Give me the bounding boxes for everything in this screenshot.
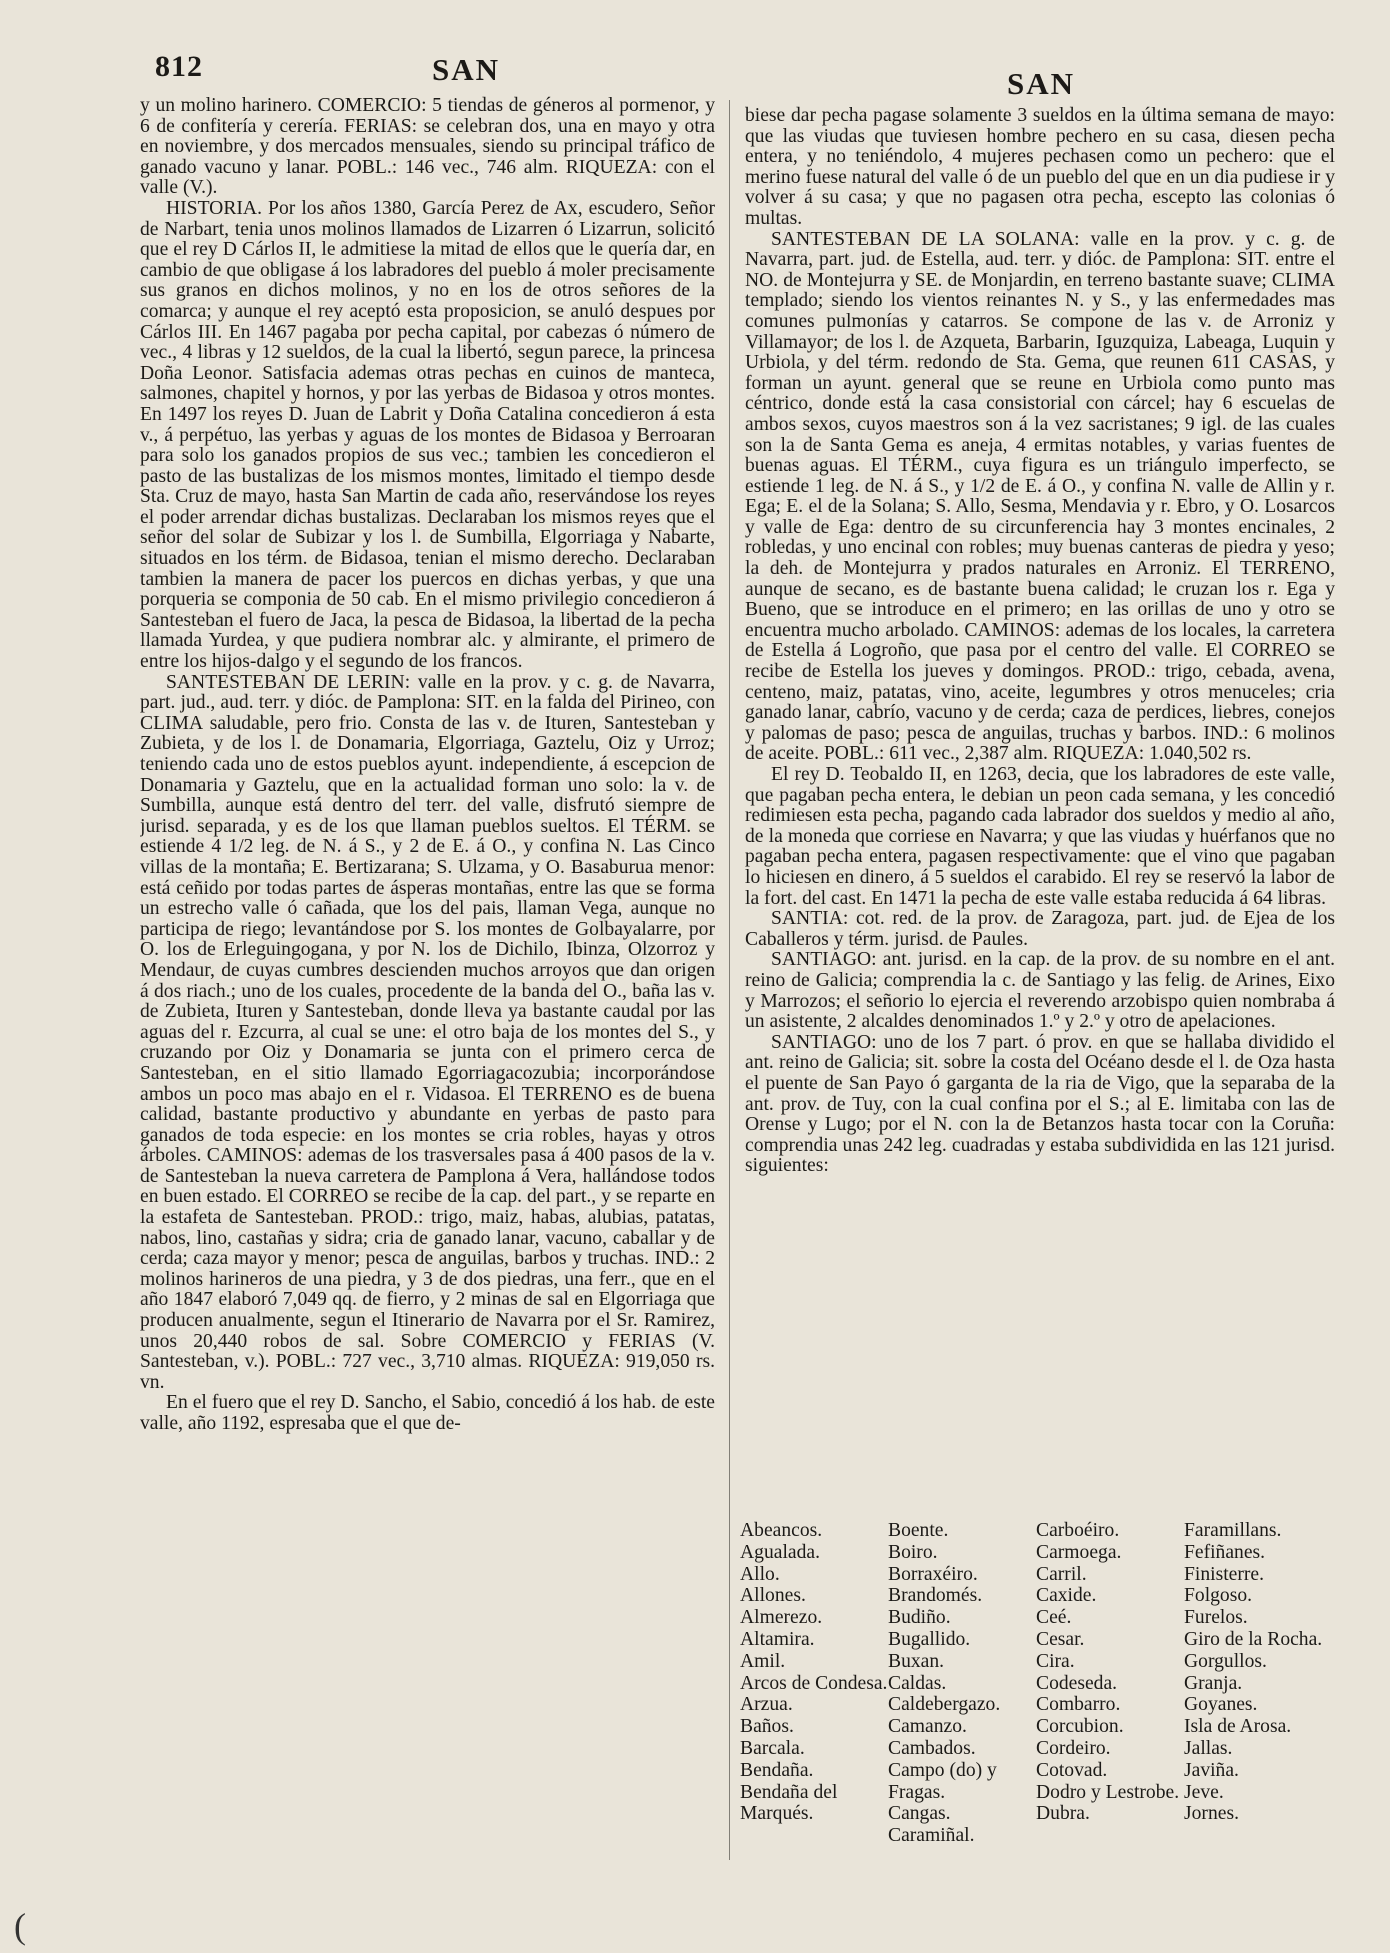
right-column xyxy=(745,106,1335,1516)
jurisdiction-item: Cambados. xyxy=(888,1737,976,1759)
jurisdiction-item: Campo (do) y Fragas. xyxy=(888,1759,997,1803)
jurisdiction-item: Codeseda. xyxy=(1036,1672,1118,1694)
jurisdiction-item: Amil. xyxy=(740,1650,786,1672)
jurisdiction-column-2 xyxy=(888,1520,1036,1860)
jurisdiction-item: Corcubion. xyxy=(1036,1716,1124,1738)
jurisdiction-item: Buxan. xyxy=(888,1650,945,1672)
jurisdiction-item: Almerezo. xyxy=(740,1607,823,1629)
jurisdiction-item: Faramillans. xyxy=(1184,1520,1282,1541)
right-paragraph-5: SANTIAGO: ant. jurisd. en la cap. de la prov. de su nombre en el ant. reino de Galicia; comprendia la c. de Santiago y las felig. de Arines, Eixo y Marrozos; el señorio lo ejercia el reverendo arzobispo quien nombraba á un asistente, 2 alcaldes denominados 1.º y 2.º y otro de apelaciones. xyxy=(745,949,1335,1033)
jurisdiction-item: Arcos de Condesa. xyxy=(740,1672,888,1694)
jurisdiction-item: Jallas. xyxy=(1184,1737,1233,1759)
jurisdiction-item: Granja. xyxy=(1184,1672,1243,1694)
jurisdiction-item: Budiño. xyxy=(888,1607,951,1629)
jurisdiction-item: Jeve. xyxy=(1184,1781,1224,1803)
jurisdiction-item: Cotovad. xyxy=(1036,1759,1108,1781)
jurisdiction-item: Carmoega. xyxy=(1036,1541,1122,1563)
jurisdiction-item: Combarro. xyxy=(1036,1694,1121,1716)
jurisdiction-item: Caxide. xyxy=(1036,1585,1097,1607)
column-divider xyxy=(729,100,730,1860)
right-running-header: SAN xyxy=(1007,66,1076,101)
jurisdiction-item: Camanzo. xyxy=(888,1716,967,1738)
jurisdiction-item: Cira. xyxy=(1036,1650,1075,1672)
left-column xyxy=(140,96,715,1866)
jurisdiction-item: Bendaña. xyxy=(740,1759,814,1781)
jurisdiction-item: Giro de la Rocha. xyxy=(1184,1628,1323,1650)
jurisdiction-item: Javiña. xyxy=(1184,1759,1239,1781)
left-running-header: SAN xyxy=(432,52,501,87)
jurisdiction-item: Caldas. xyxy=(888,1672,947,1694)
right-paragraph-2: SANTESTEBAN DE LA SOLANA: valle en la prov. y c. g. de Navarra, part. jud. de Estella, aud. terr. y dióc. de Pamplona: SIT. entre el NO. de Montejurra y SE. de Monjardin, en terreno bastante suave; CLIMA templado; siendo los vientos reinantes N. y S., y las enfermedades mas comunes pulmonías y catarros. Se compone de las v. de Arroniz y Villamayor; de los l. de Azqueta, Barbarin, Iguzquiza, Labeaga, Luquin y Urbiola, y del térm. redondo de Sta. Gema, que reunen 611 CASAS, y forman un ayunt. general que se reune en Urbiola como punto mas céntrico, donde está la casa consistorial con cárcel; hay 6 escuelas de ambos sexos, cuyos maestros son á la vez sacristanes; 9 igl. de las cuales son la de Santa Gema es aneja, 4 ermitas notables, y varias fuentes de buenas aguas. El TÉRM., cuya figura es un triángulo imperfecto, se estiende 1 leg. de N. á S., y 1/2 de E. á O., y confina N. valle de Allin y r. Ega; E. el de la Solana; S. Allo, Sesma, Mendavia y r. Ebro, y O. Losarcos y valle de Ega: dentro de su circunferencia hay 3 montes encinales, 2 robledas, y uno encinal con robles; muy buenas canteras de piedra y yeso; la deh. de Montejurra y prados naturales en Arroniz. El TERRENO, aunque de secano, es de bastante buena calidad; le cruzan los r. Ega y Bueno, que se introduce en el primero; en las orillas de uno y otro se encuentra mucho arbolado. CAMINOS: ademas de los locales, la carretera de Estella á Logroño, que pasa por el centro del valle. El CORREO se recibe de Estella los jueves y domingos. PROD.: trigo, cebada, avena, centeno, maiz, patatas, vino, aceite, legumbres y otros menuceles; cria ganado lanar, cabrío, vacuno y de cerda; caza de perdices, liebres, conejos y palomas de paso; pesca de anguilas, truchas y barbos. IND.: 6 molinos de aceite. POBL.: 611 vec., 2,387 alm. RIQUEZA: 1.040,502 rs. xyxy=(745,228,1335,765)
jurisdiction-item: Cesar. xyxy=(1036,1628,1085,1650)
jurisdiction-item: Carril. xyxy=(1036,1563,1087,1585)
jurisdiction-item: Cordeiro. xyxy=(1036,1737,1111,1759)
jurisdiction-item: Bendaña del Marqués. xyxy=(740,1781,838,1825)
jurisdiction-item: Furelos. xyxy=(1184,1607,1248,1629)
jurisdiction-item: Boente. xyxy=(888,1520,949,1541)
jurisdiction-item: Brandomés. xyxy=(888,1585,983,1607)
jurisdiction-item: Cangas. xyxy=(888,1803,951,1825)
jurisdiction-item: Isla de Arosa. xyxy=(1184,1716,1292,1738)
right-paragraph-1: biese dar pecha pagase solamente 3 sueldos en la última semana de mayo: que las viudas que tuviesen hombre pechero en su casa, diesen pecha entera, y no teniéndolo, 4 mujeres pechasen como un pechero: que el merino fuese natural del valle ó de un pueblo del que en un dia pudiese ir y volver á su casa; y que no pagasen otra pecha, escepto las colonias ó multas. xyxy=(745,106,1335,229)
jurisdiction-item: Boiro. xyxy=(888,1541,938,1563)
jurisdiction-item: Borraxéiro. xyxy=(888,1563,978,1585)
jurisdiction-item: Altamira. xyxy=(740,1628,815,1650)
left-paragraph-4: En el fuero que el rey D. Sancho, el Sabio, concedió á los hab. de este valle, año 1192, espresaba que el que de- xyxy=(140,1392,715,1434)
left-paragraph-2: HISTORIA. Por los años 1380, García Perez de Ax, escudero, Señor de Narbart, tenia unos molinos llamados de Lizarren ó Lizarrun, solicitó que el rey D Cárlos II, le admitiese la mitad de ellos que le quería dar, en cambio de que obligase á los labradores del pueblo á moler precisamente sus granos en dichos molinos, y no en los de otros señores de la comarca; y aunque el rey aceptó esta proposicion, se anuló despues por Cárlos III. En 1467 pagaba por pecha capital, por cabezas ó número de vec., 4 libras y 12 sueldos, de la cual la libertó, segun parece, la princesa Doña Leonor. Satisfacia ademas otras pechas en cuinos de manteca, salmones, chapitel y hornos, y por las yerbas de Bidasoa y otros montes. En 1497 los reyes D. Juan de Labrit y Doña Catalina concedieron á esta v., á perpétuo, las yerbas y aguas de los montes de Bidasoa y Berroaran para solo los ganados propios de sus vec.; tambien les concedieron el pasto de las bustalizas de los mismos montes, limitado el tiempo desde Sta. Cruz de mayo, hasta San Martin de cada año, reservándose los reyes el poder arrendar dichas bustalizas. Declaraban los mismos reyes que el señor del solar de Subizar y los l. de Sumbilla, Elgorriaga y Nabarte, situados en los térm. de Bidasoa, tenian el mismo derecho. Declaraban tambien la manera de pacer los puercos en dichas yerbas, y que una porqueria se componia de 50 cab. En el mismo privilegio concedieron á Santesteban el fuero de Jaca, la pesca de Bidasoa, la libertad de la pecha llamada Yurdea, y que pudiera nombrar alc. y almirante, el primero de entre los hijos-dalgo y el segundo de los francos. xyxy=(140,197,715,673)
jurisdiction-item: Agualada. xyxy=(740,1541,820,1563)
jurisdiction-item: Caramiñal. xyxy=(888,1825,975,1847)
jurisdiction-item: Ceé. xyxy=(1036,1607,1072,1629)
jurisdiction-item: Jornes. xyxy=(1184,1803,1239,1825)
right-paragraph-3: El rey D. Teobaldo II, en 1263, decia, que los labradores de este valle, que pagaban pecha entera, le debian un peon cada semana, y les concedió redimiesen esta pecha, pagando cada labrador dos sueldos y medio al año, de la moneda que corriese en Navarra; y que las viudas y huérfanos que no pagaban pecha entera, pagasen respectivamente: que el vino que pagaban lo hiciesen en dinero, á 5 sueldos el carabido. El rey se reservó la labor de la fort. del cast. En 1471 la pecha de este valle estaba reducida á 64 libras. xyxy=(745,764,1335,909)
right-paragraph-6: SANTIAGO: uno de los 7 part. ó prov. en que se hallaba dividido el ant. reino de Galicia; sit. sobre la costa del Océano desde el l. de Oza hasta el puente de San Payo ó garganta de la ria de Vigo, que la separaba de la ant. prov. de Tuy, con la cual confina por el S.; al E. limitaba con las de Orense y Lugo; por el N. con la de Betanzos hasta tocar con la Coruña: comprendia unas 242 leg. cuadradas y estaba subdividida en las 121 jurisd. siguientes: xyxy=(745,1031,1335,1177)
jurisdiction-item: Fefiñanes. xyxy=(1184,1541,1266,1563)
jurisdiction-column-3 xyxy=(1036,1520,1184,1860)
jurisdiction-item: Gorgullos. xyxy=(1184,1650,1267,1672)
jurisdiction-item: Folgoso. xyxy=(1184,1585,1253,1607)
jurisdiction-item: Abeancos. xyxy=(740,1520,823,1541)
jurisdiction-item: Arzua. xyxy=(740,1694,793,1716)
jurisdiction-item: Caldebergazo. xyxy=(888,1694,1001,1716)
right-paragraph-4: SANTIA: cot. red. de la prov. de Zaragoza, part. jud. de Ejea de los Caballeros y térm. jurisd. de Paules. xyxy=(745,908,1335,950)
jurisdiction-item: Carboéiro. xyxy=(1036,1520,1120,1541)
jurisdiction-item: Goyanes. xyxy=(1184,1694,1258,1716)
jurisdiction-item: Barcala. xyxy=(740,1737,805,1759)
jurisdiction-item: Dodro y Lestrobe. xyxy=(1036,1781,1180,1803)
jurisdiction-item: Dubra. xyxy=(1036,1803,1090,1825)
jurisdiction-item: Allo. xyxy=(740,1563,780,1585)
jurisdiction-list xyxy=(740,1520,1340,1860)
left-paragraph-3: SANTESTEBAN DE LERIN: valle en la prov. y c. g. de Navarra, part. jud., aud. terr. y dióc. de Pamplona: SIT. en la falda del Pirineo, con CLIMA saludable, pero frio. Consta de las v. de Ituren, Santesteban y Zubieta, y de los l. de Donamaria, Elgorriaga, Gaztelu, Oiz y Urroz; teniendo cada uno de estos pueblos ayunt. independiente, á escepcion de Donamaria y Gaztelu, que en la actualidad forman uno solo: la v. de Sumbilla, aunque está dentro del terr. del valle, disfrutó siempre de jurisd. separada, y es de los que llaman pueblos sueltos. El TÉRM. se estiende 4 1/2 leg. de N. á S., y 2 de E. á O., y confina N. Las Cinco villas de la montaña; E. Bertizarana; S. Ulzama, y O. Basaburua menor: está ceñido por todas partes de ásperas montañas, entre las que se forma un estrecho valle ó cañada, que los del pais, llaman Vega, aunque no participa de riego; levantándose por S. los montes de Golbayalarre, por O. los de Erleguingogana, y por N. los de Dichilo, Ibinza, Olzorroz y Mendaur, de cuyas cumbres descienden muchos arroyos que dan origen á dos riach.; uno de los cuales, procedente de la banda del O., baña las v. de Zubieta, Ituren y Santesteban, donde lleva ya bastante caudal por las aguas del r. Ezcurra, al cual se une: el otro baja de los montes del S., y cruzando por Oiz y Donamaria se junta con el primero cerca de Santesteban, en el sitio llamado Egorriagacozubia; incorporándose ambos un poco mas abajo en el r. Vidasoa. El TERRENO es de buena calidad, bastante productivo y abundante en yerbas de pasto para ganados de toda especie: en los montes se cria robles, hayas y otros árboles. CAMINOS: ademas de los trasversales pasa á 400 pasos de la v. de Santesteban la nueva carretera de Pamplona á Vera, hallándose todos en buen estado. El CORREO se recibe de la cap. del part., y se reparte en la estafeta de Santesteban. PROD.: trigo, maiz, habas, alubias, patatas, nabos, lino, castañas y sidra; cria de ganado lanar, vacuno, caballar y de cerda; caza mayor y menor; pesca de anguilas, barbos y truchas. IND.: 2 molinos harineros de una piedra, y 3 de dos piedras, una ferr., que en el año 1847 elaboró 7,049 qq. de fierro, y 2 minas de sal en Elgorriaga que producen anualmente, segun el Itinerario de Navarra por el Sr. Ramirez, unos 20,440 robos de sal. Sobre COMERCIO y FERIAS (V. Santesteban, v.). POBL.: 727 vec., 3,710 almas. RIQUEZA: 919,050 rs. vn. xyxy=(140,671,715,1393)
page-number: 812 xyxy=(155,50,203,83)
jurisdiction-column-4 xyxy=(1184,1520,1334,1860)
left-paragraph-1: y un molino harinero. COMERCIO: 5 tiendas de géneros al pormenor, y 6 de confitería y cerería. FERIAS: se celebran dos, una en mayo y otra en noviembre, y dos mercados mensuales, siendo su principal tráfico de ganado vacuno y lanar. POBL.: 146 vec., 746 alm. RIQUEZA: con el valle (V.). xyxy=(140,96,715,199)
jurisdiction-item: Finisterre. xyxy=(1184,1563,1264,1585)
pen-mark: ( xyxy=(14,1906,26,1946)
jurisdiction-item: Baños. xyxy=(740,1716,794,1738)
jurisdiction-item: Bugallido. xyxy=(888,1628,971,1650)
jurisdiction-column-1 xyxy=(740,1520,888,1860)
jurisdiction-item: Allones. xyxy=(740,1585,806,1607)
